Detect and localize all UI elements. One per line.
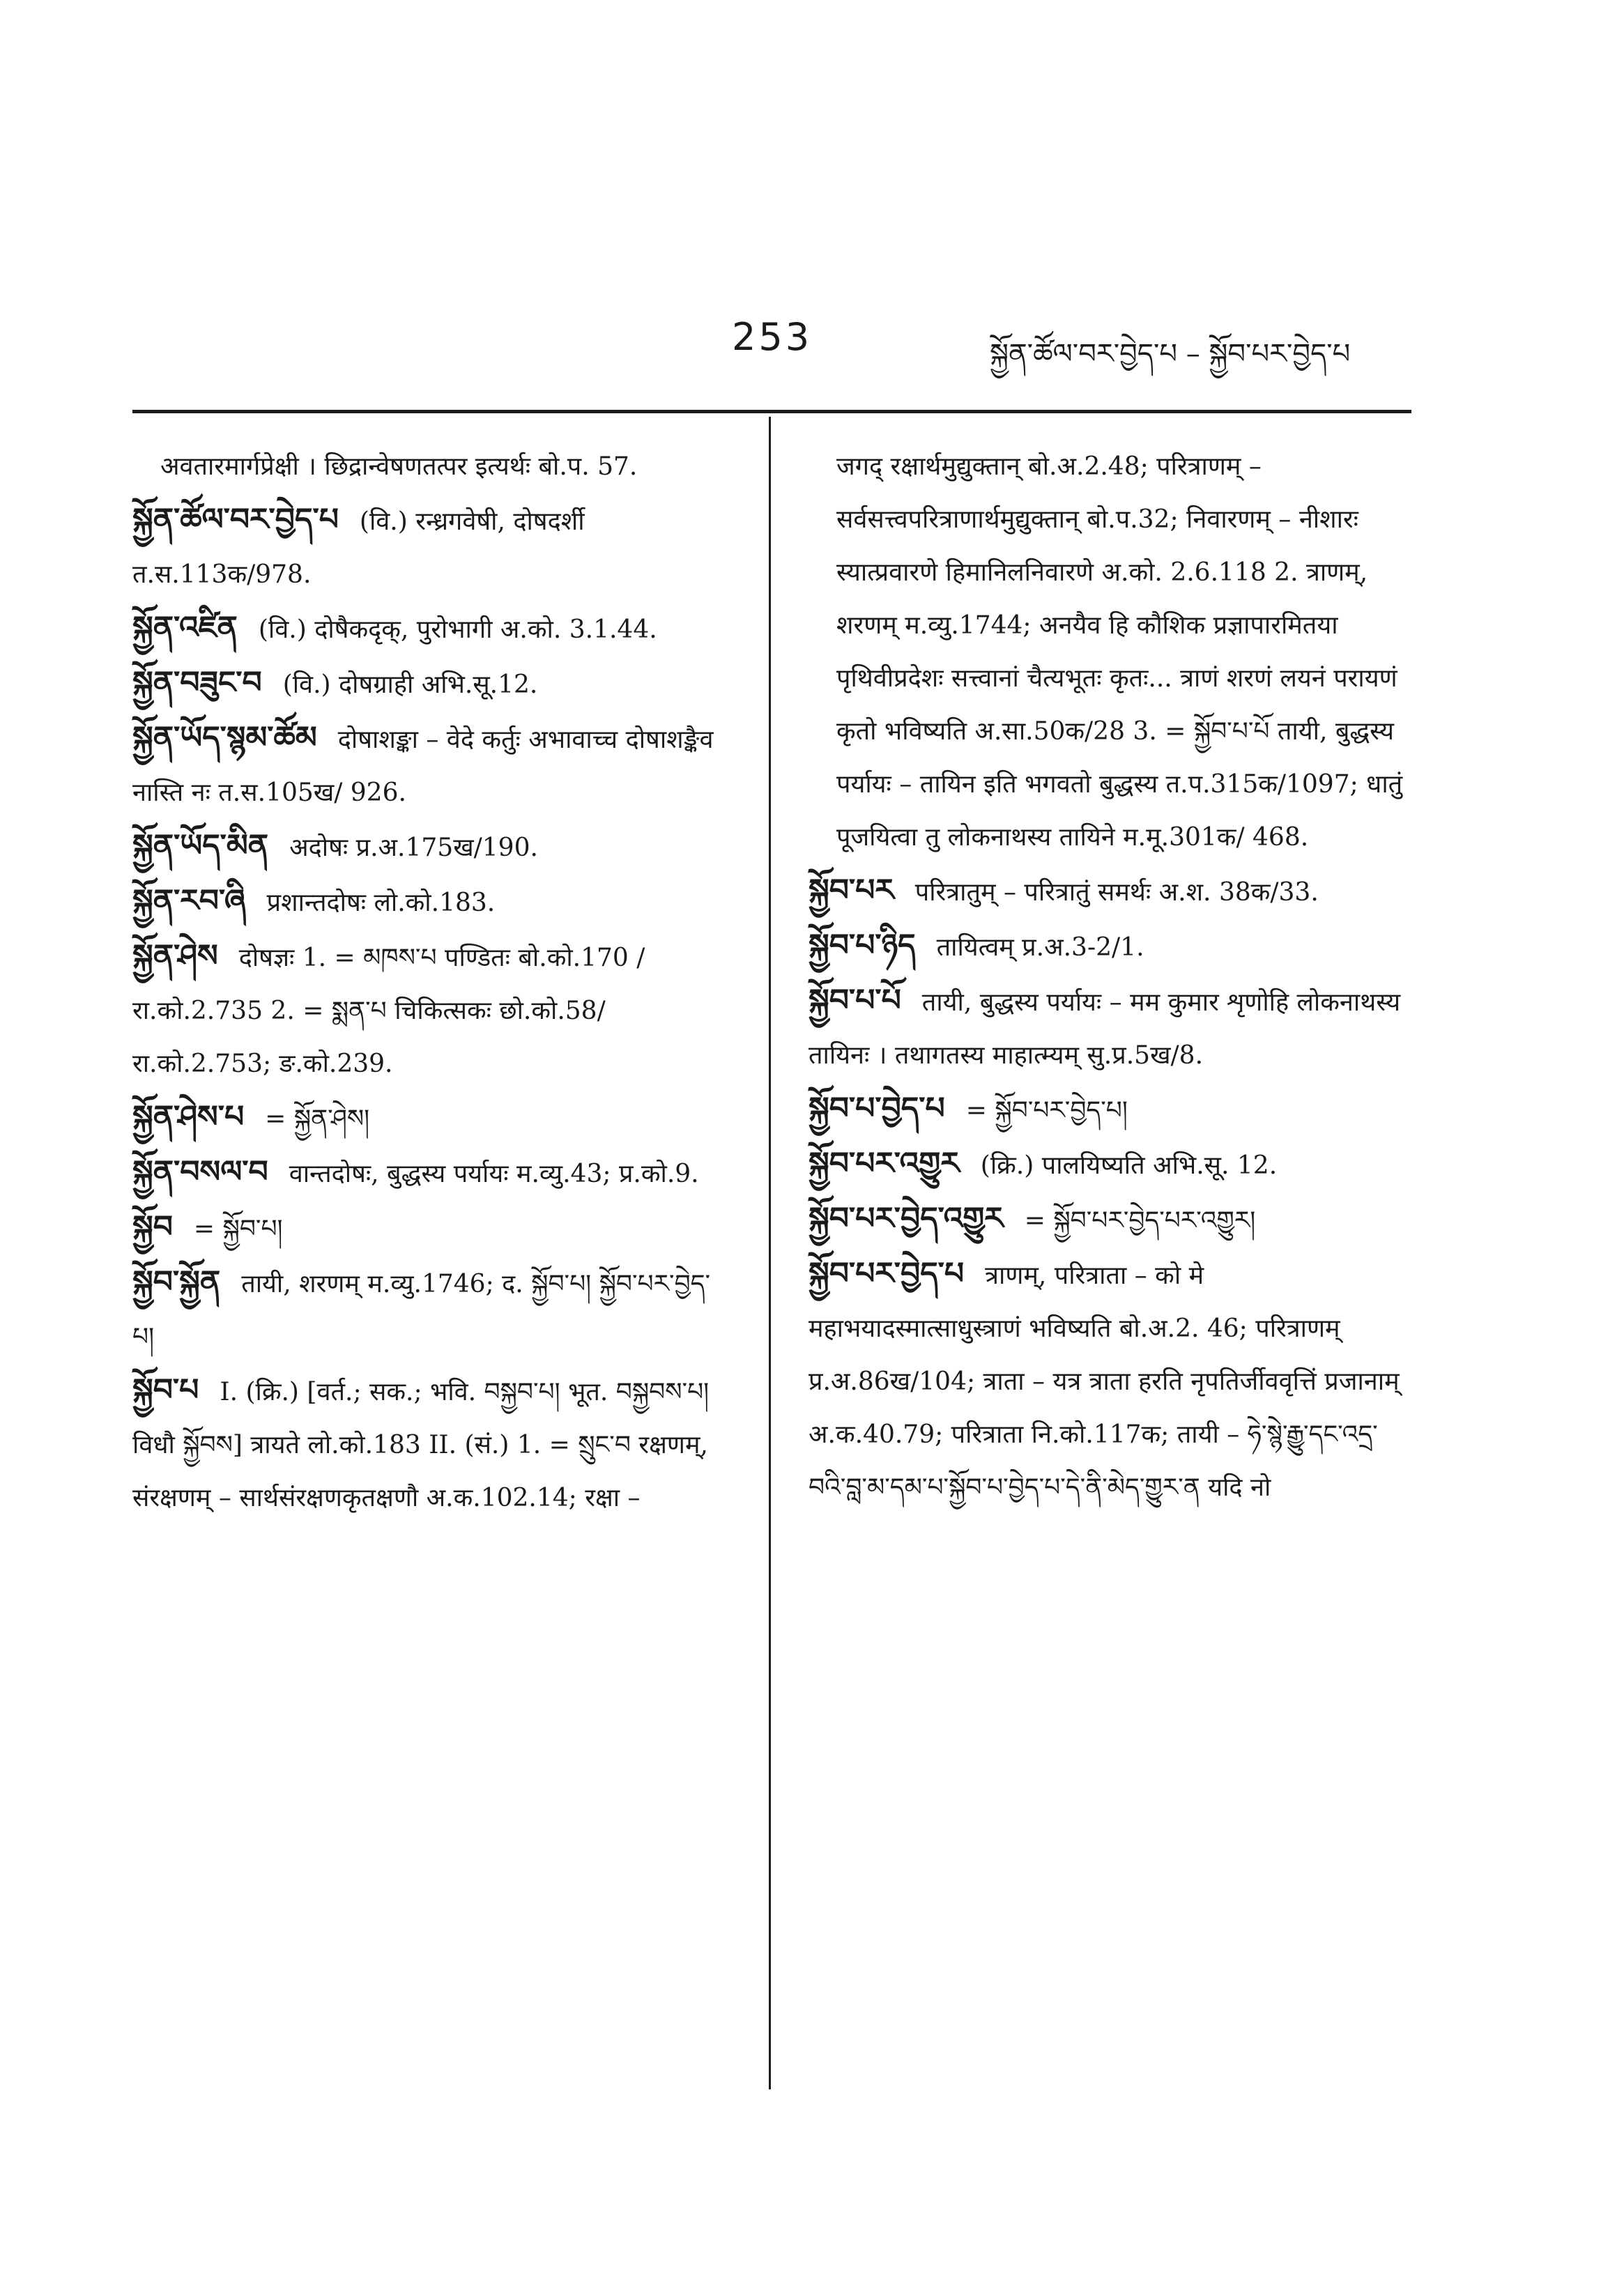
headword: སྐྱོབ (132, 1209, 173, 1245)
dictionary-entry (809, 919, 1408, 974)
headword: སྐྱོབ་པར་བྱེད་པ (809, 1256, 965, 1291)
dictionary-entry (809, 1082, 1408, 1137)
definition: प्रशान्तदोषः लो.को.183. (266, 889, 496, 917)
definition: वान्तदोषः, बुद्धस्य पर्यायः म.व्यु.43; प्र.को.9. (289, 1160, 699, 1188)
right-column (809, 440, 1408, 1514)
definition: I. (क्रि.) [वर्त.; सक.; भवि. བསྐྱབ་པ། भूत. བསྐྱབས་པ། विधौ སྐྱོབས] त्रायते लो.को.183 II. (सं.) 1. = སྲུང་བ रक्षणम्, संरक्षणम् – सार्थसंरक्षणकृतक्षणौ अ.क.102.14; रक्षा – (132, 1378, 710, 1512)
definition: (वि.) दोषैकदृक्, पुरोभागी अ.को. 3.1.44. (258, 615, 657, 644)
dictionary-entry (132, 493, 732, 601)
headword: སྐྱོབ་པ་ཉིད (809, 928, 916, 963)
column-divider (769, 417, 771, 2089)
definition: = སྐྱོབ་པར་བྱེད་པར་འགྱུར། (1024, 1206, 1256, 1235)
headword: སྐྱོབ་པར་འགྱུར (809, 1146, 960, 1181)
dictionary-entry (132, 930, 732, 1091)
dictionary-entry (132, 1256, 732, 1364)
definition: तायित्वम् प्र.अ.3-2/1. (936, 933, 1144, 962)
continuation-text: अवतारमार्गप्रेक्षी । छिद्रान्वेषणतत्पर इत्यर्थः बो.प. 57. (160, 452, 638, 481)
definition: अदोषः प्र.अ.175ख/190. (289, 834, 538, 862)
headword: སྐྱོབ་པ་པོ (809, 983, 901, 1018)
dictionary-entry (132, 875, 732, 930)
dictionary-entry (132, 657, 732, 712)
header-rule (132, 410, 1411, 413)
dictionary-entry (132, 1201, 732, 1256)
definition: तायी, शरणम् म.व्यु.1746; द. སྐྱོབ་པ། སྐྱོབ་པར་བྱེད་པ། (132, 1270, 711, 1351)
definition: त्राणम्, परित्राता – को मे महाभयादस्मात्साधुस्त्राणं भविष्यति बो.अ.2. 46; परित्राणम् प्र.अ.86ख/104; त्राता – यत्र त्राता हरति नृपतिर्जीववृत्तिं प्रजानाम् अ.क.40.79; परित्राता नि.को.117क; तायी – ཧེ་སྙེ་རྒྱུ་དང་འདྲ་བའི་བླ་མ་དམ་པ་སྐྱོབ་པ་བྱེད་པ་དེ་ནི་མེད་གྱུར་ན यदि नो (809, 1261, 1400, 1502)
headword: སྐྱོན་ཚོལ་བར་བྱེད་པ (132, 502, 339, 537)
definition: (क्रि.) पालयिष्यति अभि.सू. 12. (980, 1151, 1278, 1180)
dictionary-entry (132, 712, 732, 820)
continuation-text: जगद् रक्षार्थमुद्युक्तान् बो.अ.2.48; परित्राणम् – सर्वसत्त्वपरित्राणार्थमुद्युक्तान् बो.प.32; निवारणम् – नीशारः स्यात्प्रवारणे हिमानिलनिवारणे अ.को. 2.6.118 2. त्राणम्, शरणम् म.व्यु.1744; अनयैव हि कौशिक प्रज्ञापारमितया पृथिवीप्रदेशः सत्त्वानां चैत्यभूतः कृतः... त्राणं शरणं लयनं परायणं कृतो भविष्यति अ.सा.50क/28 3. = སྐྱོབ་པ་པོ तायी, बुद्धस्य पर्यायः – तायिन इति भगवतो बुद्धस्य त.प.315क/1097; धातुं पूजयित्वा तु लोकनाथस्य तायिने म.मू.301क/ 468. (836, 452, 1403, 852)
dictionary-entry (132, 1364, 732, 1525)
headword: སྐྱོབ་པ (132, 1372, 199, 1408)
page-number: 253 (732, 315, 813, 359)
headword: སྐྱོན་ཡོད་མིན (132, 828, 269, 863)
dictionary-entry (132, 1091, 732, 1146)
dictionary-entry (809, 1137, 1408, 1192)
dictionary-entry (809, 1248, 1408, 1514)
headword: སྐྱོབ་སྐྱོན (132, 1264, 221, 1300)
definition: = སྐྱོབ་པ། (193, 1215, 283, 1243)
headword: སྐྱོན་ཤེས (132, 938, 218, 974)
headword: སྐྱོབ་པར་བྱེད་འགྱུར (809, 1201, 1004, 1236)
dictionary-entry (132, 1146, 732, 1201)
headword: སྐྱོན་རབ་ཞི (132, 883, 246, 919)
headword: སྐྱོན་ཡོད་སྙམ་ཚོམ (132, 720, 317, 755)
definition: (वि.) रन्ध्रगवेषी, दोषदर्शी त.स.113क/978. (132, 507, 585, 589)
definition: तायी, बुद्धस्य पर्यायः – मम कुमार शृणोहि लोकनाथस्य तायिनः । तथागतस्य माहात्म्यम् सु.प्र.5ख/8. (809, 988, 1401, 1070)
headword: སྐྱོན་འཛིན (132, 610, 238, 645)
definition: = སྐྱོབ་པར་བྱེད་པ། (965, 1096, 1128, 1125)
dictionary-entry (132, 601, 732, 657)
running-head: སྐྱོན་ཚོལ་བར་བྱེད་པ – སྐྱོབ་པར་བྱེད་པ (990, 338, 1351, 370)
headword: སྐྱོན་བཟུང་བ (132, 665, 262, 700)
dictionary-entry (809, 974, 1408, 1082)
headword: སྐྱོན་བསལ་བ (132, 1154, 268, 1190)
headword: སྐྱོབ་པ་བྱེད་པ (809, 1091, 945, 1126)
dictionary-entry (132, 820, 732, 875)
definition: दोषाशङ्का – वेदे कर्तुः अभावाच्च दोषाशङ्कैव नास्ति नः त.स.105ख/ 926. (132, 726, 714, 807)
definition: = སྐྱོན་ཤེས། (265, 1105, 370, 1133)
headword: སྐྱོབ་པར (809, 873, 894, 908)
left-column (132, 440, 732, 1525)
definition: दोषज्ञः 1. = མཁས་པ पण्डितः बो.को.170 / रा.को.2.735 2. = སྨན་པ चिकित्सकः छो.को.58/रा.को.2.753; ङ.को.239. (132, 944, 645, 1078)
headword: སྐྱོན་ཤེས་པ (132, 1099, 245, 1135)
definition: परित्रातुम् – परित्रातुं समर्थः अ.श. 38क/33. (914, 878, 1319, 907)
dictionary-entry (809, 1192, 1408, 1248)
dictionary-entry (809, 864, 1408, 919)
definition: (वि.) दोषग्राही अभि.सू.12. (282, 670, 538, 699)
